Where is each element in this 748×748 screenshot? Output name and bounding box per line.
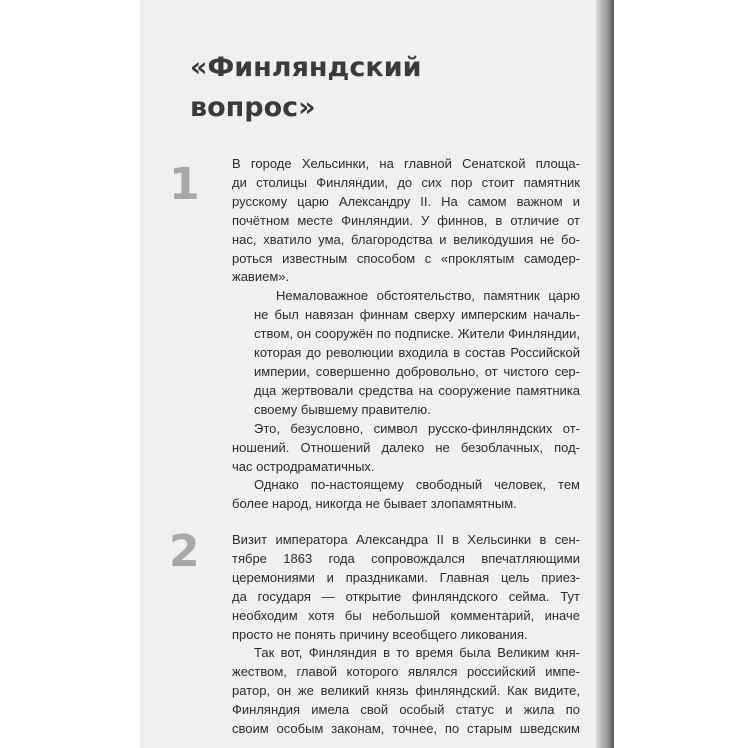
- text-line: более народ, никогда не бывает злопамятным.: [232, 496, 517, 512]
- chapter-title-line: «Финляндский: [190, 52, 422, 83]
- text-line: русскому царю Александру II. На самом важном и: [232, 193, 580, 209]
- text-line: своим особым законам, точнее, по старым шведским: [232, 721, 580, 737]
- text-line: империи, совершенно добровольно, от чистого сер-: [254, 363, 580, 379]
- paragraph: [232, 531, 580, 644]
- text-line: ди столицы Финляндии, до сих пор стоит памятник: [232, 174, 580, 190]
- text-line: нас, хватило ума, благородства и великодушия не бо-: [232, 231, 580, 247]
- text-line: В городе Хельсинки, на главной Сенатской площа-: [232, 156, 580, 171]
- chapter-title-line: вопрос»: [190, 92, 316, 123]
- text-line: церемониями и праздниками. Главная цель приез-: [232, 569, 580, 585]
- text-line: просто не понять причину всеобщего ликования.: [232, 626, 528, 642]
- text-line: час остродраматичных.: [232, 458, 375, 474]
- section-1-text: [232, 155, 580, 514]
- text-line: тябре 1863 года сопровождался впечатляющими: [232, 550, 580, 566]
- book-spine-shadow: [596, 0, 614, 748]
- text-line: Однако по-настоящему свободный человек, тем: [254, 477, 580, 493]
- paragraph: [232, 420, 580, 477]
- text-line: необходим хотя бы небольшой комментарий, иначе: [232, 607, 580, 623]
- text-line: ношений. Отношений далеко не безоблачных, под-: [232, 439, 580, 455]
- text-line: не был навязан финнам сверху имперским началь-: [254, 307, 580, 323]
- text-line: почётном месте Финляндии. У финнов, в отличие от: [232, 212, 580, 228]
- text-line: ратор, он же великий князь финляндский. Как видите,: [232, 683, 580, 699]
- paragraph: [232, 155, 580, 287]
- text-line: Это, безусловно, символ русско-финляндских от-: [254, 420, 580, 436]
- chapter-title: [190, 48, 422, 128]
- text-line: Визит императора Александра II в Хельсинки в сен-: [232, 532, 580, 547]
- text-line: дца жертвовали средства на сооружение памятника: [254, 382, 580, 398]
- text-line: ством, он сооружён по подписке. Жители Финляндии,: [254, 326, 580, 342]
- text-line: Финляндия имела свой особый статус и жила по: [232, 702, 580, 718]
- text-line: роться известным способом с «проклятым самодер-: [232, 250, 580, 266]
- text-line: жеством, главой которого являлся российский импе-: [232, 664, 580, 680]
- section-number: 1: [169, 159, 200, 210]
- text-line: которая до революции входила в состав Российской: [254, 345, 580, 361]
- text-line: Немаловажное обстоятельство, памятник царю: [276, 288, 580, 304]
- text-line: своему бывшему правителю.: [254, 401, 431, 417]
- paragraph: [232, 287, 580, 419]
- section-number: 2: [169, 526, 200, 577]
- section-2-text: [232, 531, 580, 739]
- text-line: да государя — открытие финляндского сейма. Тут: [232, 588, 580, 604]
- text-line: Так вот, Финляндия в то время была Великим кня-: [254, 645, 580, 661]
- paragraph: [232, 644, 580, 739]
- text-line: жавием».: [232, 269, 290, 285]
- paragraph: [232, 476, 580, 514]
